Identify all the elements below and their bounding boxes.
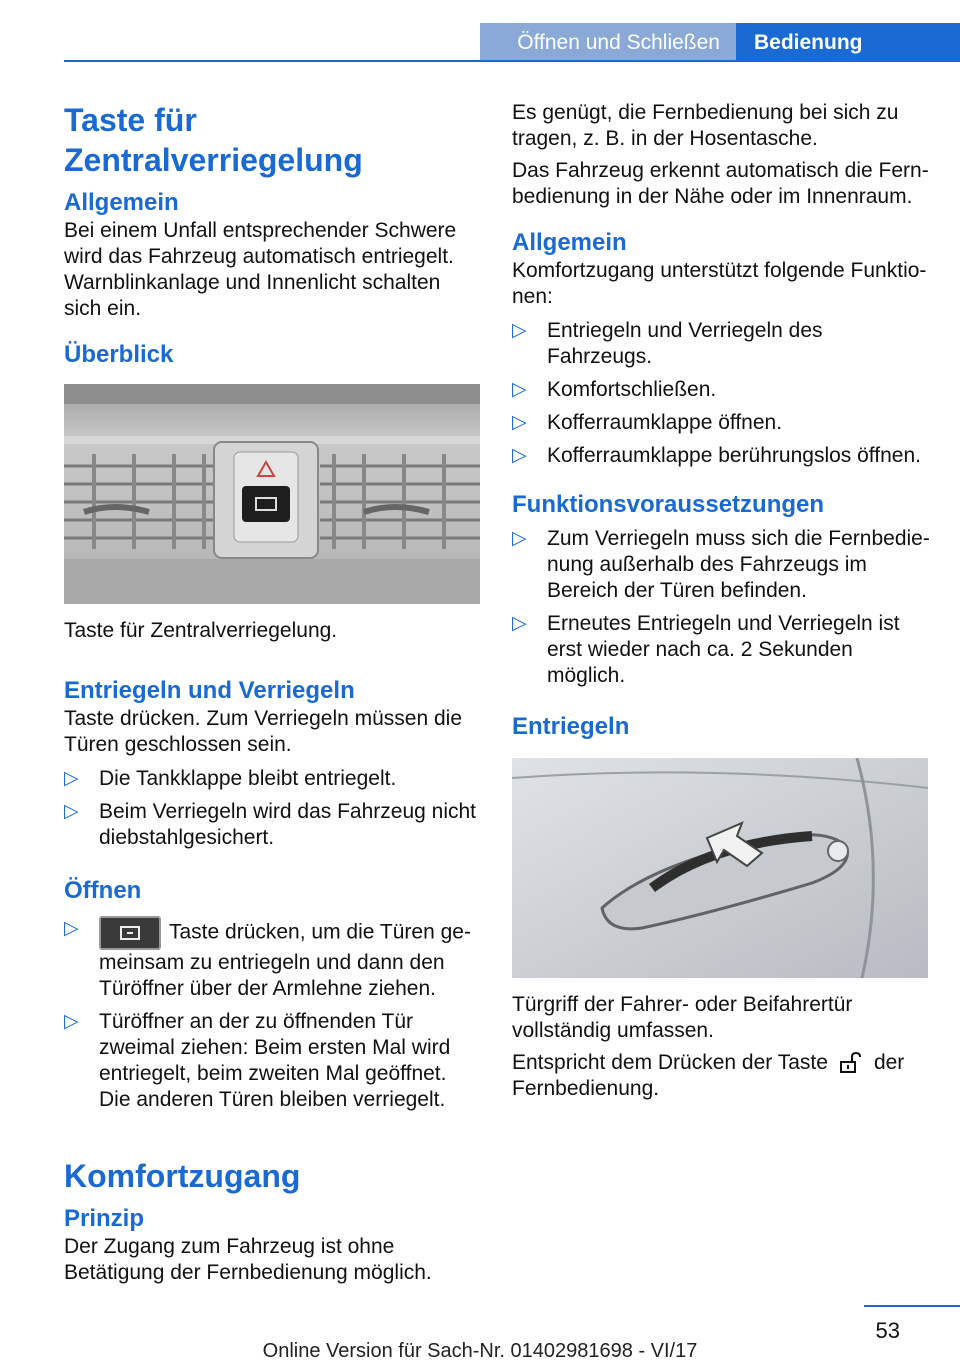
paragraph-fernbedienung-tragen: Es genügt, die Fernbedienung bei sich zu tragen, z. B. in der Hosentasche. (512, 101, 899, 150)
bullet-icon: ▷ (64, 768, 79, 789)
caption-door-handle: Türgriff der Fahrer- oder Beifahrertür vollständig umfassen. (512, 993, 853, 1042)
right-column (512, 100, 930, 1102)
heading-entriegeln-verriegeln: Entriegeln und Verriegeln (64, 677, 355, 704)
bullet-icon: ▷ (512, 445, 527, 466)
list-item (512, 377, 930, 410)
header-rule (64, 60, 960, 62)
section-title: Taste für Zentralverriegelung (64, 102, 363, 178)
heading-prinzip: Prinzip (64, 1205, 145, 1232)
list-functions (512, 318, 930, 476)
paragraph-entriegeln: Taste drücken. Zum Verriegeln müssen die Türen geschlossen sein. (64, 707, 463, 756)
bullet-icon: ▷ (512, 613, 527, 634)
unlock-key-icon (836, 1051, 866, 1075)
heading-funktionsvoraussetzungen: Funktionsvoraussetzungen (512, 491, 825, 518)
footer-online-version: Online Version für Sach-Nr. 01402981698 - VI/17 (262, 1340, 698, 1362)
list-item (512, 526, 930, 611)
central-locking-button-photo (64, 384, 480, 604)
door-handle-photo (512, 758, 928, 978)
list-item (512, 611, 930, 696)
heading-allgemein-2: Allgemein (512, 229, 627, 256)
heading-allgemein: Allgemein (64, 189, 179, 216)
list-item-text: Entriegeln und Verriegeln des Fahrzeugs. (547, 319, 823, 368)
list-item (64, 766, 482, 799)
taste-text-pre: Entspricht dem Drücken der Taste (512, 1051, 828, 1074)
bullet-icon: ▷ (64, 1011, 79, 1032)
bullet-icon: ▷ (512, 320, 527, 341)
list-item-text: Taste drücken, um die Türen gemeinsam zu entriegeln und dann den Türöffner über der Armlehne ziehen. (99, 920, 471, 1000)
list-item-text: Die Tankklappe bleibt entriegelt. (99, 767, 397, 790)
page-number: 53 (875, 1318, 900, 1343)
list-item-text: Kofferraumklappe öffnen. (547, 411, 783, 434)
paragraph-taste (512, 1050, 930, 1102)
list-oeffnen (64, 916, 482, 1120)
door-unlock-button-icon (99, 916, 161, 950)
list-item-text: Erneutes Entriegeln und Verriegeln ist erst wieder nach ca. 2 Sekunden möglich. (547, 612, 900, 687)
header-chapter-tab[interactable]: Bedienung (736, 23, 960, 62)
list-item-text: Kofferraumklappe berührungslos öffnen. (547, 444, 921, 467)
paragraph-prinzip: Der Zugang zum Fahrzeug ist ohne Betätigung der Fernbedienung möglich. (64, 1235, 432, 1284)
heading-oeffnen: Öffnen (64, 877, 142, 904)
bullet-icon: ▷ (64, 918, 79, 939)
section-title-komfortzugang: Komfortzugang (64, 1158, 301, 1194)
list-item-text: Zum Verriegeln muss sich die Fernbedienung außerhalb des Fahrzeugs im Bereich der Türen befinden. (547, 527, 930, 602)
list-item (64, 1009, 482, 1120)
header-section-title: Öffnen und Schließen (480, 23, 736, 62)
bullet-icon: ▷ (64, 801, 79, 822)
list-entriegeln (64, 766, 482, 858)
caption-central-locking: Taste für Zentralverriegelung. (64, 619, 338, 642)
left-column (64, 100, 482, 1286)
heading-ueberblick: Überblick (64, 341, 174, 368)
list-item (512, 318, 930, 377)
list-conditions (512, 526, 930, 696)
list-item (64, 916, 482, 1009)
list-item-text: Komfortschließen. (547, 378, 717, 401)
list-item-text: Beim Verriegeln wird das Fahrzeug nicht diebstahlgesichert. (99, 800, 477, 849)
bullet-icon: ▷ (512, 528, 527, 549)
bullet-icon: ▷ (512, 379, 527, 400)
list-item (512, 443, 930, 476)
list-item-text: Türöffner an der zu öffnenden Tür zweimal ziehen: Beim ersten Mal wird entriegelt, beim zweiten Mal geöffnet. Die anderen Türen bleiben verriegelt. (99, 1010, 451, 1111)
bullet-icon: ▷ (512, 412, 527, 433)
heading-entriegeln: Entriegeln (512, 713, 630, 740)
paragraph-fernbedienung-erkennen: Das Fahrzeug erkennt automatisch die Fernbedienung in der Nähe oder im Innenraum. (512, 159, 929, 208)
list-item (512, 410, 930, 443)
taste-text-post: der Fernbedienung. (512, 1051, 905, 1100)
page-number-rule (864, 1305, 960, 1307)
list-item (64, 799, 482, 858)
paragraph-funktionen: Komfortzugang unterstützt folgende Funktionen: (512, 259, 927, 308)
paragraph-allgemein: Bei einem Unfall entsprechender Schwere wird das Fahrzeug automatisch entriegelt. Warnblinkanlage und Innenlicht schalten sich ein. (64, 219, 457, 320)
